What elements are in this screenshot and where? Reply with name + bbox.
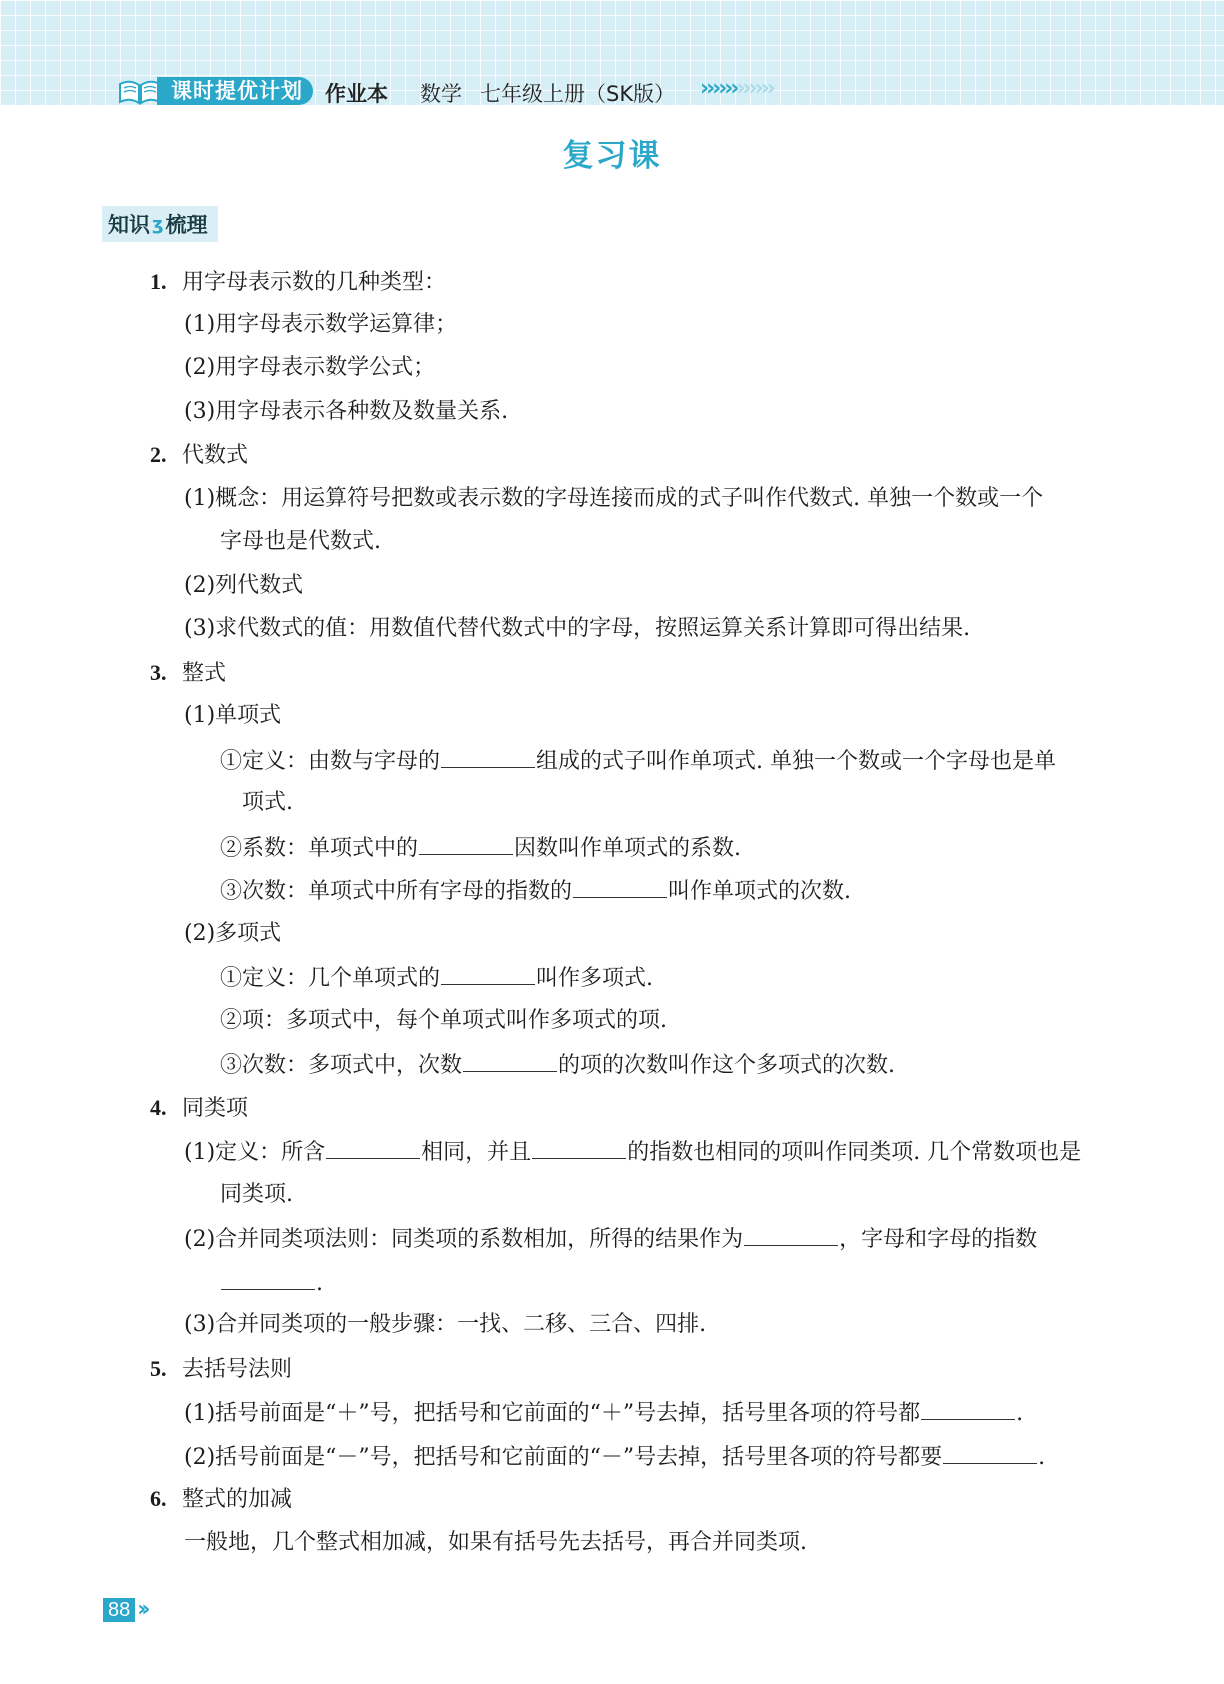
list-item-2-1-cont: 字母也是代数式. xyxy=(220,529,381,554)
list-item-6: 6. 整式的加减 xyxy=(150,1486,293,1512)
page-number xyxy=(103,1597,145,1622)
page-number-label: 88 xyxy=(103,1598,135,1622)
swirl-icon: ʒ xyxy=(152,213,164,235)
page-arrow-icon: ›› xyxy=(137,1597,146,1622)
list-item-1-2: (2)用字母表示数学公式； xyxy=(184,355,436,380)
brand-title: 课时提优计划 xyxy=(157,77,313,105)
answer-blank[interactable] xyxy=(573,875,667,898)
list-item-3-1: (1)单项式 xyxy=(184,703,282,728)
answer-blank[interactable] xyxy=(532,1136,626,1159)
bracket-rule-minus: (2)括号前面是“－”号，把括号和它前面的“－”号去掉，括号里各项的符号都要 . xyxy=(184,1441,1045,1473)
grade-label: 七年级上册（SK版） xyxy=(480,82,676,106)
polynomial-degree: ③次数：多项式中，次数 的项的次数叫作这个多项式的次数. xyxy=(220,1049,895,1081)
header-arrows-icon: ›››››››››››› xyxy=(700,76,773,101)
book-type: 作业本 xyxy=(325,82,388,106)
list-item-3: 3. 整式 xyxy=(150,660,227,686)
answer-blank[interactable] xyxy=(221,1267,315,1290)
answer-blank[interactable] xyxy=(943,1441,1037,1464)
page-title: 复习课 xyxy=(562,138,662,174)
monomial-definition-cont: 项式. xyxy=(242,790,293,815)
section-tag xyxy=(102,206,218,242)
answer-blank[interactable] xyxy=(326,1136,420,1159)
list-item-1: 1. 用字母表示数的几种类型： xyxy=(150,269,447,295)
brand-logo xyxy=(117,76,313,106)
list-item-5: 5. 去括号法则 xyxy=(150,1356,293,1382)
addition-subtraction-rule: 一般地，几个整式相加减，如果有括号先去括号，再合并同类项. xyxy=(184,1530,807,1555)
answer-blank[interactable] xyxy=(419,832,513,855)
monomial-definition: ①定义：由数与字母的 组成的式子叫作单项式. 单独一个数或一个字母也是单 xyxy=(220,745,1056,777)
combine-rule: (2)合并同类项法则：同类项的系数相加，所得的结果作为 ，字母和字母的指数 xyxy=(184,1223,1037,1255)
like-terms-definition-cont: 同类项. xyxy=(220,1182,293,1207)
list-item-2-3: (3)求代数式的值：用数值代替代数式中的字母，按照运算关系计算即可得出结果. xyxy=(184,616,971,641)
like-terms-definition: (1)定义：所含 相同，并且 的指数也相同的项叫作同类项. 几个常数项也是 xyxy=(184,1136,1081,1168)
subject-label: 数学 xyxy=(420,82,462,106)
list-item-2: 2. 代数式 xyxy=(150,442,249,468)
answer-blank[interactable] xyxy=(441,962,535,985)
answer-blank[interactable] xyxy=(441,745,535,768)
list-item-2-2: (2)列代数式 xyxy=(184,573,304,598)
list-item-1-3: (3)用字母表示各种数及数量关系. xyxy=(184,399,509,424)
list-item-3-2: (2)多项式 xyxy=(184,921,282,946)
bracket-rule-plus: (1)括号前面是“＋”号，把括号和它前面的“＋”号去掉，括号里各项的符号都 . xyxy=(184,1397,1023,1429)
section-tag-left: 知识 xyxy=(108,213,150,237)
combine-steps: (3)合并同类项的一般步骤：一找、二移、三合、四排. xyxy=(184,1312,707,1337)
section-tag-right: 梳理 xyxy=(165,213,208,237)
answer-blank[interactable] xyxy=(921,1397,1015,1420)
answer-blank[interactable] xyxy=(744,1223,838,1246)
combine-rule-cont: . xyxy=(220,1267,323,1299)
polynomial-definition: ①定义：几个单项式的 叫作多项式. xyxy=(220,962,653,994)
monomial-coefficient: ②系数：单项式中的 因数叫作单项式的系数. xyxy=(220,832,741,864)
answer-blank[interactable] xyxy=(463,1049,557,1072)
polynomial-term: ②项：多项式中，每个单项式叫作多项式的项. xyxy=(220,1008,667,1033)
list-item-2-1: (1)概念：用运算符号把数或表示数的字母连接而成的式子叫作代数式. 单独一个数或一个 xyxy=(184,486,1044,511)
monomial-degree: ③次数：单项式中所有字母的指数的 叫作单项式的次数. xyxy=(220,875,851,907)
list-item-4: 4. 同类项 xyxy=(150,1095,249,1121)
list-item-1-1: (1)用字母表示数学运算律； xyxy=(184,312,458,337)
